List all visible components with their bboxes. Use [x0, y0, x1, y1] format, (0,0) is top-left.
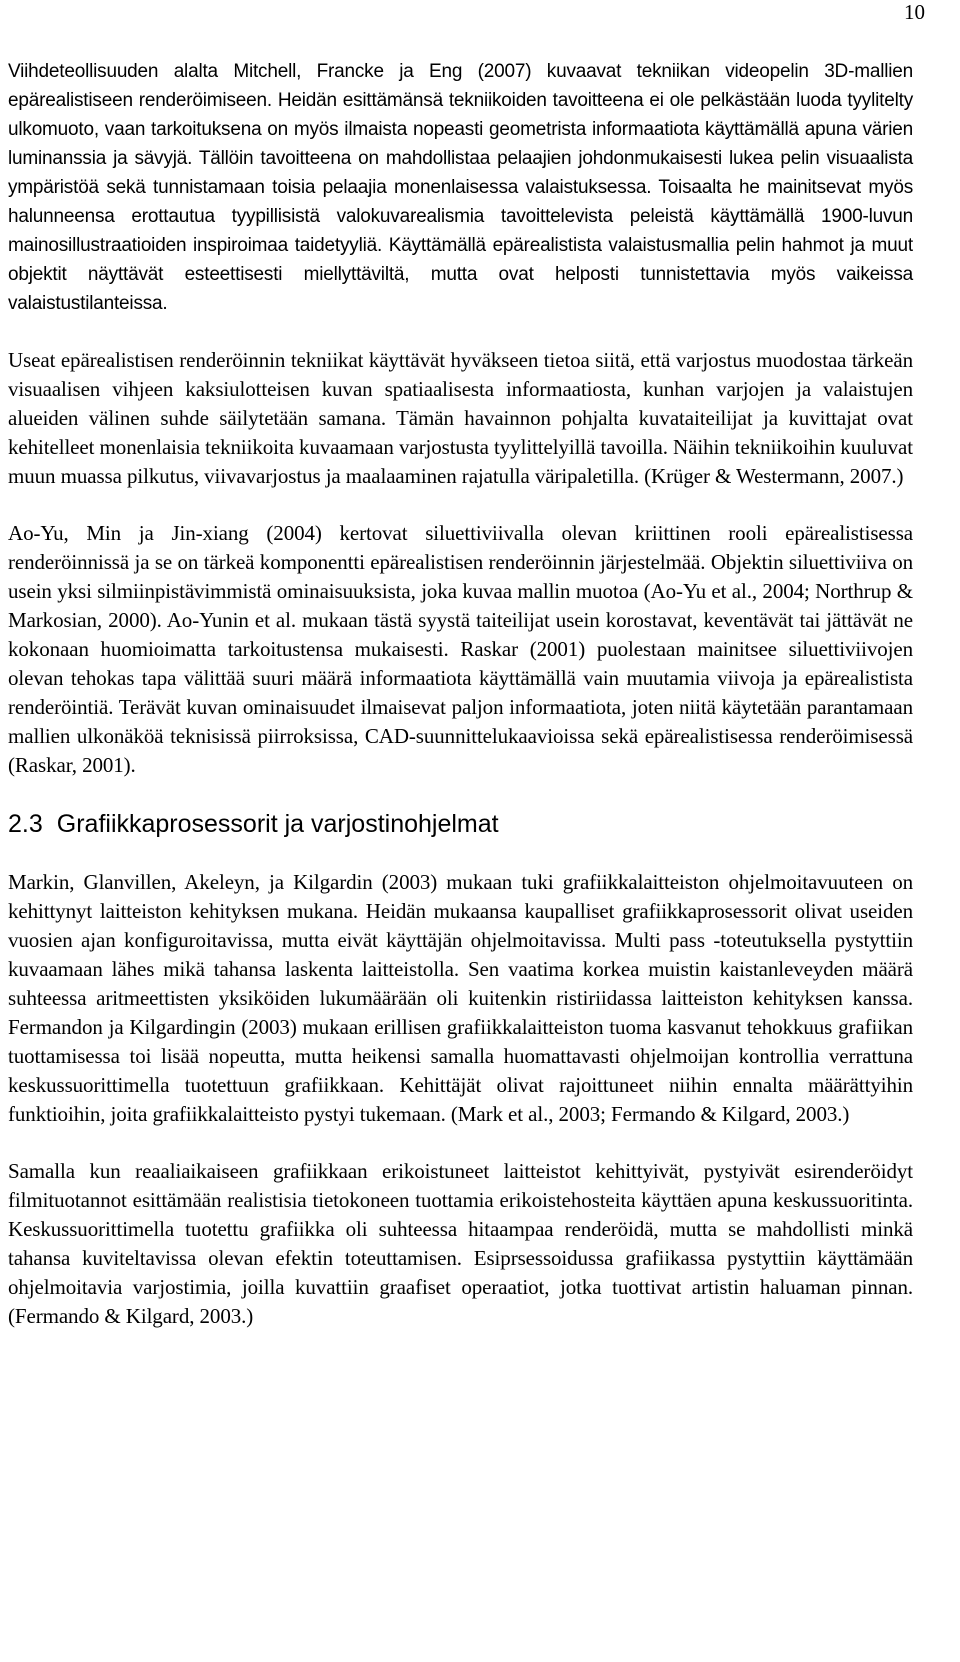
- section-heading: [8, 808, 913, 840]
- section-title: Grafiikkaprosessorit ja varjostinohjelmat: [56, 810, 499, 838]
- paragraph-5: Samalla kun reaaliaikaiseen grafiikkaan erikoistuneet laitteistot kehittyivät, pystyivät esirenderöidyt filmituotannot esittämään realistisia tietokoneen tuottamia erikoistehosteita käyttäen apuna keskussuoritinta. Keskussuorittimella tuotettu grafiikka oli suhteessa hitaampaa renderöidä, mutta se mahdollisti minkä tahansa kuviteltavissa olevan efektin toteuttamisen. Esiprsessoidussa grafiikassa pystyttiin käyttämään ohjelmoitavia varjostimia, joilla kuvattiin graafiset operaatiot, jotka tuottivat artistin haluaman pinnan. (Fermando & Kilgard, 2003.): [8, 1159, 913, 1328]
- page-number: 10: [904, 0, 925, 24]
- section-number: 2.3: [8, 810, 43, 838]
- paragraph-3: Ao-Yu, Min ja Jin-xiang (2004) kertovat siluettiviivalla olevan kriittinen rooli epärealistisessa renderöinnissä ja se on tärkeä komponentti epärealistisen renderöinnin järjestelmää. Objektin siluettiviiva on usein yksi silmiinpistävimmistä ominaisuuksista, joka kuvaa mallin muotoa (Ao-Yu et al., 2004; Northrup & Markosian, 2000). Ao-Yunin et al. mukaan tästä syystä taiteilijat usein korostavat, keventävät tai jättävät ne kokonaan huomioimatta tarkoitustensa mukaisesti. Raskar (2001) puolestaan mainitsee siluettiviivojen olevan tehokas tapa välittää suuri määrä informaatiota käyttämällä vain muutamia viivoja ja epärealistista renderöintiä. Terävät kuvan ominaisuudet ilmaisevat paljon informaatiota, joten niitä käytetään parantamaan mallien ulkonäköä teknisissä piirroksissa, CAD-suunnittelukaavioissa sekä epärealistisessa renderöimisessä (Raskar, 2001).: [8, 521, 913, 777]
- document-body: [8, 57, 913, 1359]
- paragraph-4: Markin, Glanvillen, Akeleyn, ja Kilgardin (2003) mukaan tuki grafiikkalaitteiston ohjelmoitavuuteen on kehittynyt laitteiston kehityksen mukana. Heidän mukaansa kaupalliset grafiikkaprosessorit olivat useiden vuosien ajan konfiguroitavissa, mutta eivät käyttäjän ohjelmoitavissa. Multi pass -toteutuksella pystyttiin kuvaamaan lähes mikä tahansa laskenta laitteistolla. Sen vaatima korkea muistin kaistanleveyden määrä suhteessa aritmeettisten yksiköiden lukumäärään oli kuitenkin ristiriidassa laitteiston kehityksen kanssa. Fermandon ja Kilgardingin (2003) mukaan erillisen grafiikkalaitteiston tuoma kasvanut tehokkuus grafiikan tuottamisessa toi lisää nopeutta, mutta heikensi samalla huomattavasti ohjelmoijan kontrollia verrattuna keskussuorittimella tuotettuun grafiikkaan. Kehittäjät olivat rajoittuneet niihin ennalta määrättyihin funktioihin, joita grafiikkalaitteisto pystyi tukemaan. (Mark et al., 2003; Fermando & Kilgard, 2003.): [8, 870, 913, 1126]
- paragraph-1: Viihdeteollisuuden alalta Mitchell, Francke ja Eng (2007) kuvaavat tekniikan videopelin 3D-mallien epärealistiseen renderöimiseen. Heidän esittämänsä tekniikoiden tavoitteena ei ole pelkästään luoda tyylitelty ulkomuoto, vaan tarkoituksena on myös ilmaista nopeasti geometrista informaatiota käyttämällä apuna värien luminanssia ja sävyjä. Tällöin tavoitteena on mahdollistaa pelaajien johdonmukaisesti lukea pelin visuaalista ympäristöä sekä tunnistamaan toisia pelaajia monenlaisessa valaistuksessa. Toisaalta he mainitsevat myös halunneensa erottautua tyypillisistä valokuvarealismia tavoittelevista peleistä käyttämällä 1900-luvun mainosillustraatioiden inspiroimaa taidetyyliä. Käyttämällä epärealistista valaistusmallia pelin hahmot ja muut objektit näyttävät esteettisesti miellyttäviltä, mutta ovat helposti tunnistettavia myös vaikeissa valaistustilanteissa.: [8, 61, 913, 314]
- paragraph-2: Useat epärealistisen renderöinnin tekniikat käyttävät hyväkseen tietoa siitä, että varjostus muodostaa tärkeän visuaalisen vihjeen kaksiulotteisen kuvan spatiaalisesta informaatiosta, kunhan varjojen ja valaistujen alueiden välinen suhde säilytetään samana. Tämän havainnon pohjalta kuvataiteilijat ja kuvittajat ovat kehitelleet monenlaisia tekniikoita kuvaamaan varjostusta tyylittelyillä tavoilla. Näihin tekniikoihin kuuluvat muun muassa pilkutus, viivavarjostus ja maalaaminen rajatulla väripaletilla. (Krüger & Westermann, 2007.): [8, 348, 913, 488]
